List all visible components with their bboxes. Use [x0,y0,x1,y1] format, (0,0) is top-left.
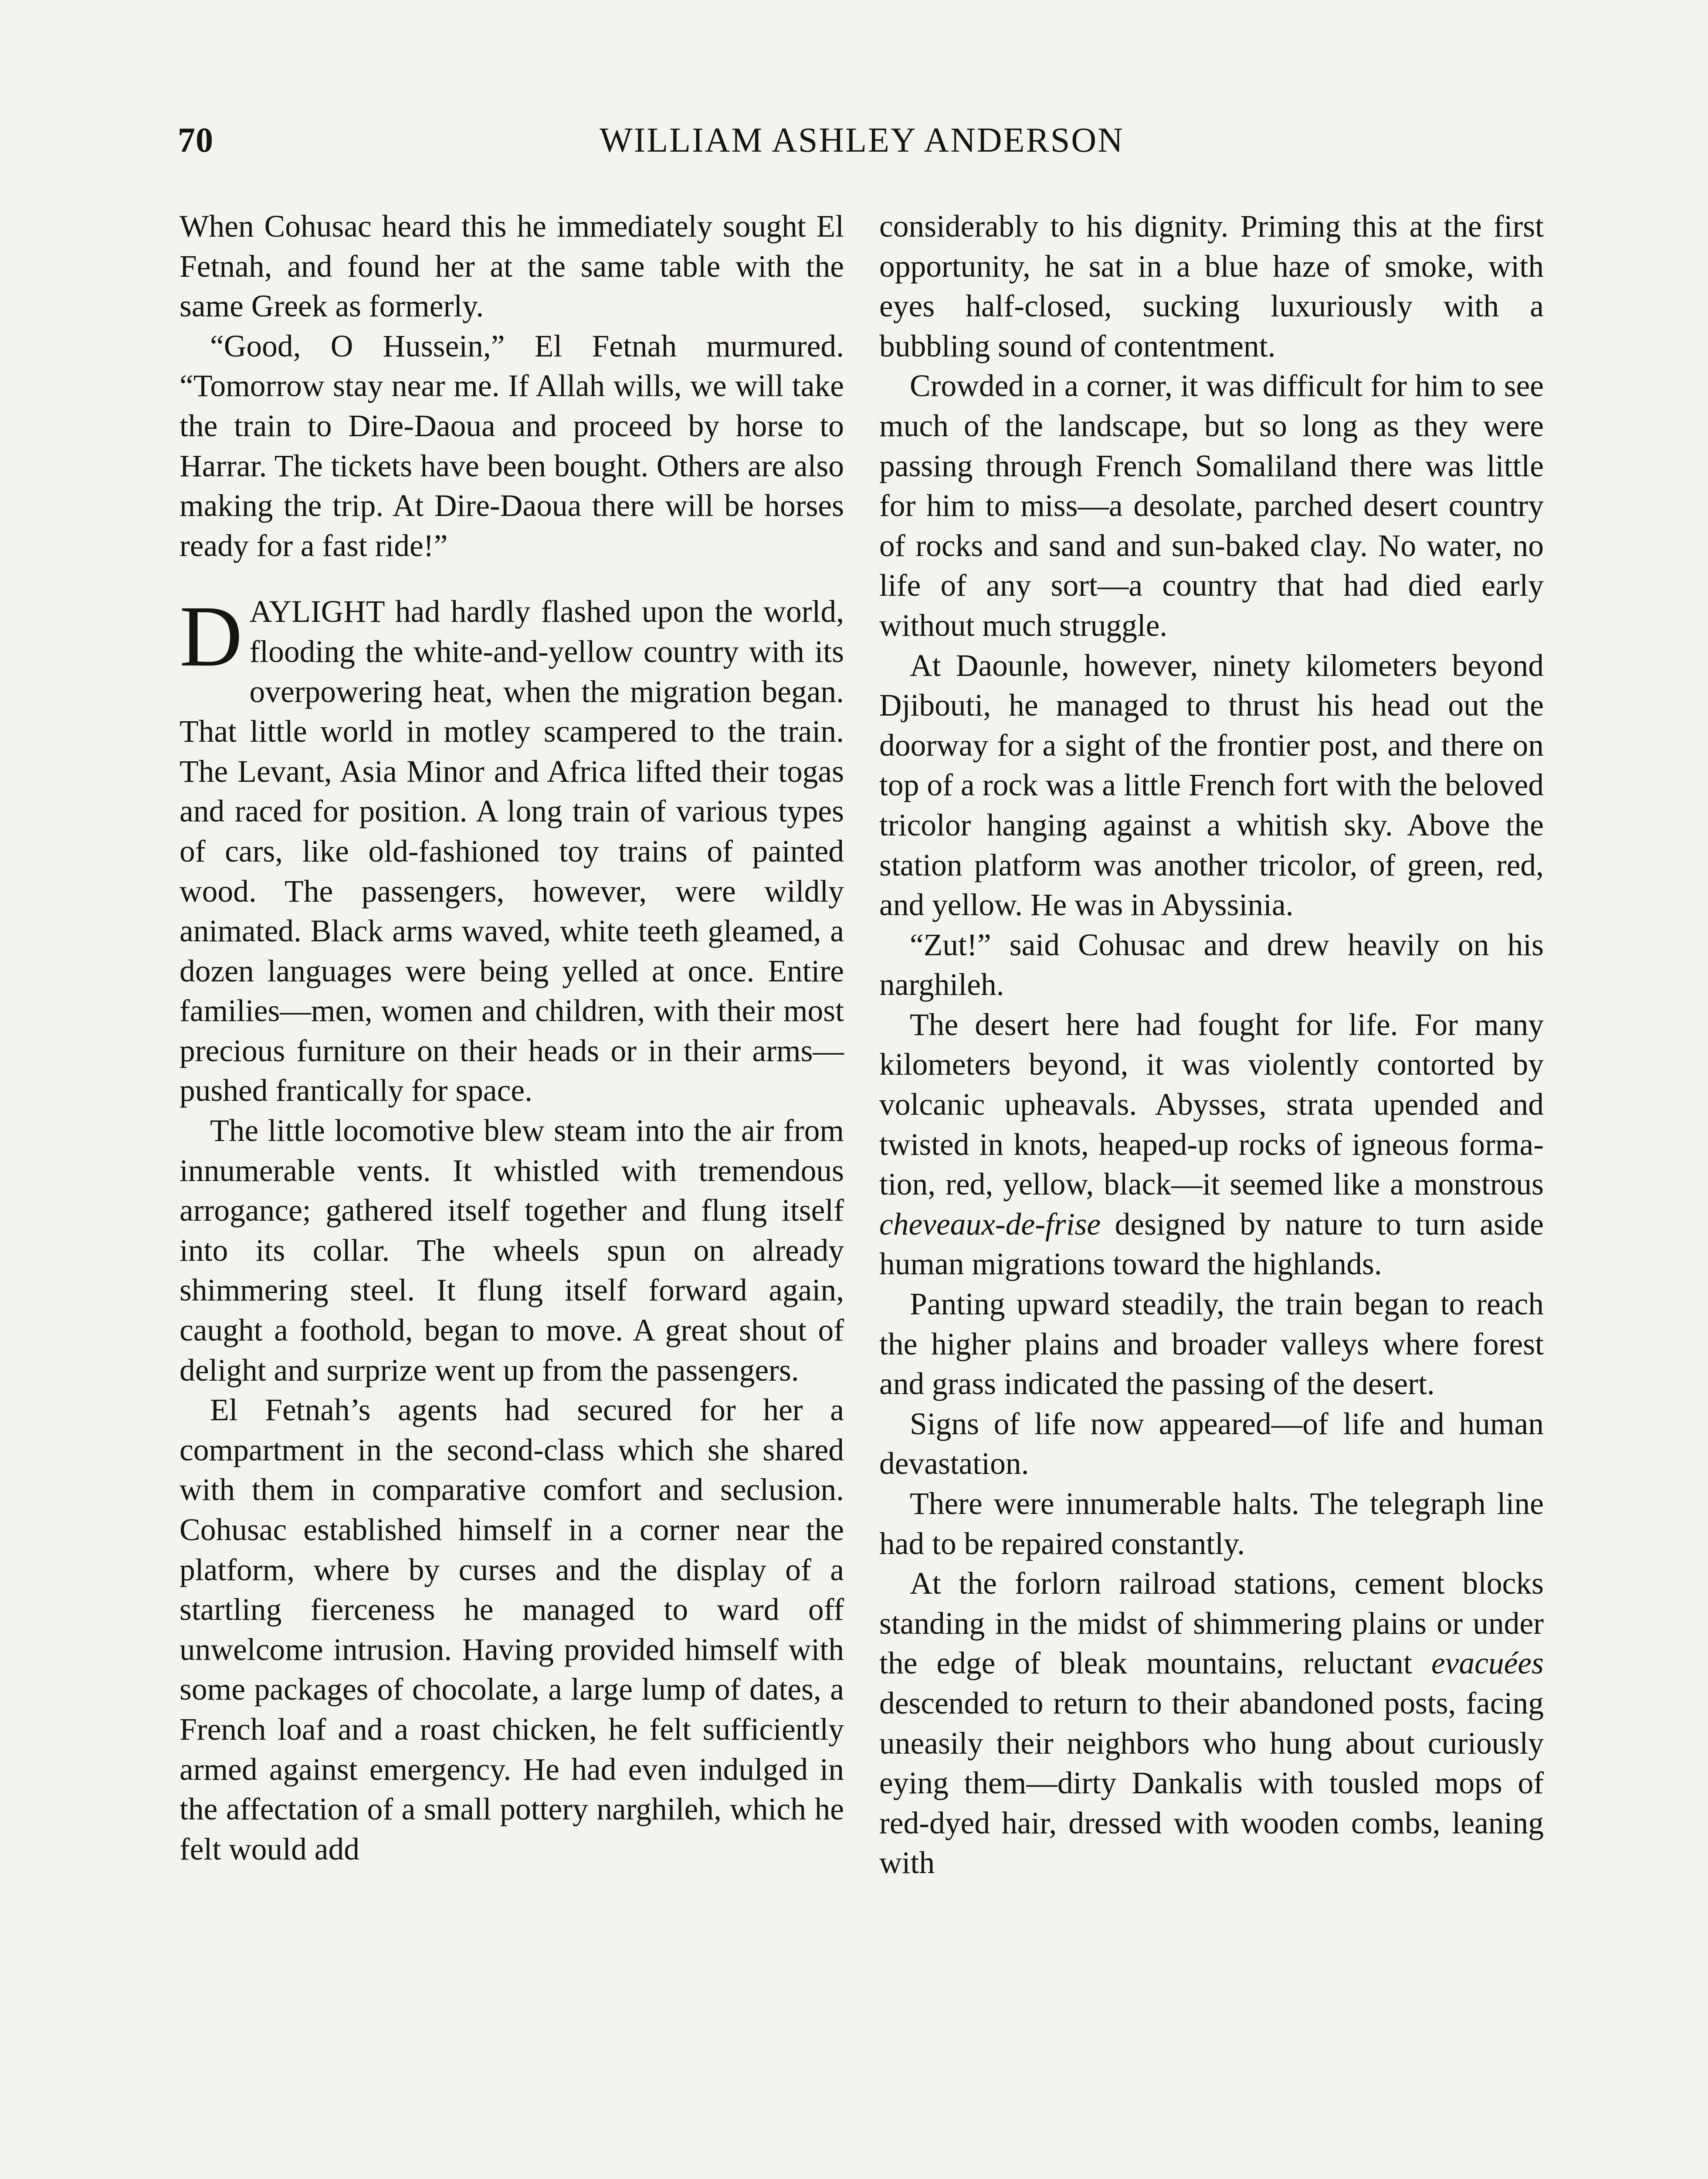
drop-cap: D [180,588,243,685]
paragraph: At Daounle, however, ninety kilometers beyond Djibouti, he managed to thrust his head out the doorway for a sight of the frontier post, and there on top of a rock was a little French fort with the beloved tricolor hanging against a whitish sky. Above the station platform was another tricolor, of green, red, and yellow. He was in Abyssinia. [879,648,1544,923]
section-start-paragraph [180,588,844,1111]
text-run: The desert here had fought for life. For many kilometers beyond, it was violently contorted by volcanic upheavals. Abysses, strata upended and twisted in knots, heaped-up rocks of igneous formation, red, yellow, black—it seemed like a monstrous [879,1007,1544,1202]
paragraph: The little locomotive blew steam into the air from innumerable vents. It whistled with tremendous arrogance; gathered itself together and flung itself into its collar. The wheels spun on already shimmering steel. It flung itself forward again, caught a foothold, began to move. A great shout of delight and surprize went up from the passengers. [180,1113,844,1388]
paragraph: There were innumerable halts. The telegraph line had to be repaired constantly. [879,1487,1544,1561]
paragraph [879,1564,1544,1883]
text-run: designed by nature to turn aside human migrations toward the highlands. [879,1207,1544,1282]
text-run: At the forlorn railroad stations, cement blocks standing in the midst of shimmering plains or under the edge of bleak mountains, reluctant [879,1566,1544,1681]
paragraph [879,1005,1544,1284]
paragraph: When Cohusac heard this he immediately sought El Fetnah, and found her at the same table with the same Greek as formerly. [180,209,844,324]
paragraph: Crowded in a corner, it was difficult for him to see much of the landscape, but so long as they were passing through French Somaliland there was little for him to miss—a desolate, parched desert country of rocks and sand and sun-baked clay. No water, no life of any sort—a country that had died early without much struggle. [879,369,1544,643]
paragraph: Signs of life now appeared—of life and human devastation. [879,1406,1544,1481]
italic-phrase: cheveaux-de-frise [879,1207,1101,1242]
left-column [180,207,844,1869]
paragraph: considerably to his dignity. Priming this at the first opportunity, he sat in a blue haze of smoke, with eyes half-closed, sucking luxuriously with a bubbling sound of contentment. [879,209,1544,363]
italic-phrase: evacuées [1431,1646,1544,1681]
paragraph: “Zut!” said Cohusac and drew heavily on his narghileh. [879,927,1544,1002]
right-column [879,207,1544,1883]
paragraph: “Good, O Hussein,” El Fetnah murmured. “Tomorrow stay near me. If Allah wills, we will take the train to Dire-Daoua and proceed by horse to Harrar. The tickets have been bought. Others are also making the trip. At Dire-Daoua there will be horses ready for a fast ride!” [180,329,844,563]
page-number: 70 [178,121,214,160]
paragraph: Panting upward steadily, the train began to reach the higher plains and broader valleys where forest and grass indicated the passing of the desert. [879,1287,1544,1402]
paragraph-text: AYLIGHT had hardly flashed upon the world, flooding the white-and-yellow country with its overpowering heat, when the migration began. That little world in motley scampered to the train. The Levant, Asia Minor and Africa lifted their togas and raced for position. A long train of various types of cars, like old-fashioned toy trains of painted wood. The passengers, however, were wildly animated. Black arms waved, white teeth gleamed, a dozen languages were being yelled at once. Entire families—men, women and children, with their most precious furniture on their heads or in their arms—pushed frantically for space. [180,594,844,1108]
running-head: WILLIAM ASHLEY ANDERSON [600,121,1124,160]
paragraph: El Fetnah’s agents had secured for her a compartment in the second-class which she shared with them in comparative comfort and seclusion. Cohusac established himself in a corner near the platform, where by curses and the display of a startling fierceness he managed to ward off unwelcome intrusion. Having provided himself with some packages of chocolate, a large lump of dates, a French loaf and a roast chicken, he felt sufficiently armed against emergency. He had even indulged in the affectation of a small pottery narghileh, which he felt would add [180,1393,844,1867]
text-run: descended to return to their abandoned posts, facing uneasily their neighbors who hung about curiously eying them—dirty Dankalis with tousled mops of red-dyed hair, dressed with wooden combs, leaning with [879,1686,1544,1880]
